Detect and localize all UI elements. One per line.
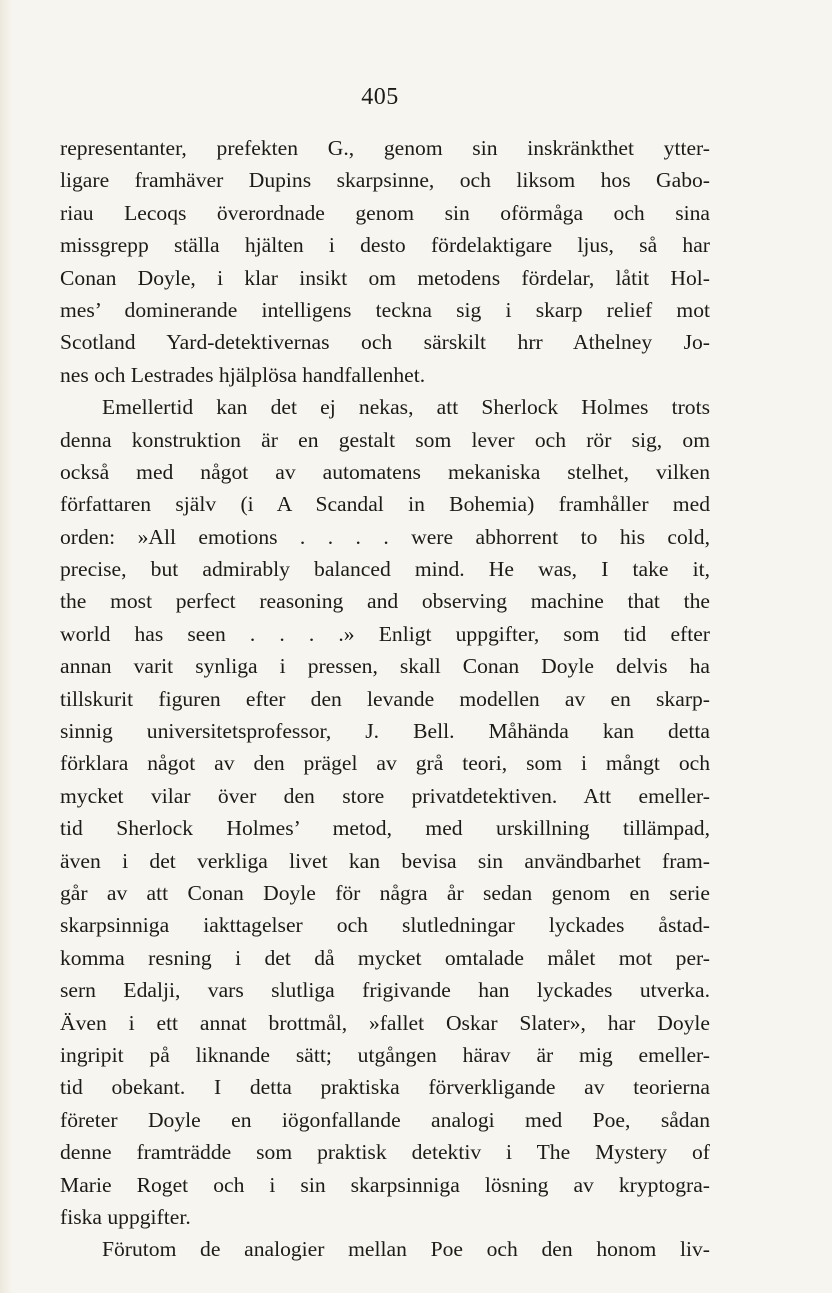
text-line: ingripit på liknande sätt; utgången härav är mig emeller- bbox=[60, 1042, 710, 1067]
text-line: tid Sherlock Holmes’ metod, med urskillning tillämpad, bbox=[60, 816, 710, 841]
text-line: nes och Lestrades hjälplösa handfallenhet. bbox=[60, 362, 426, 387]
text-line: författaren själv (i A Scandal in Bohemia) framhåller med bbox=[60, 492, 710, 517]
text-line: också med något av automatens mekaniska stelhet, vilken bbox=[60, 459, 710, 484]
text-line: Även i ett annat brottmål, »fallet Oskar Slater», har Doyle bbox=[60, 1010, 710, 1035]
text-line: förklara något av den prägel av grå teori, som i mångt och bbox=[60, 751, 710, 776]
text-line: även i det verkliga livet kan bevisa sin användbarhet fram- bbox=[60, 848, 710, 873]
text-line: skarpsinniga iakttagelser och slutledningar lyckades åstad- bbox=[60, 913, 710, 938]
text-line: tid obekant. I detta praktiska förverkligande av teorierna bbox=[60, 1075, 710, 1100]
text-line: riau Lecoqs överordnade genom sin oförmåga och sina bbox=[60, 200, 710, 225]
text-line: går av att Conan Doyle för några år sedan genom en serie bbox=[60, 880, 710, 905]
text-line: ligare framhäver Dupins skarpsinne, och liksom hos Gabo- bbox=[60, 168, 710, 193]
page-number: 405 bbox=[361, 84, 399, 110]
text-line: representanter, prefekten G., genom sin inskränkthet ytter- bbox=[60, 136, 710, 160]
text-line: mes’ dominerande intelligens teckna sig i skarp relief mot bbox=[60, 297, 710, 322]
text-line: Emellertid kan det ej nekas, att Sherlock Holmes trots bbox=[102, 395, 710, 420]
text-line: precise, but admirably balanced mind. He was, I take it, bbox=[60, 557, 710, 582]
text-line: orden: »All emotions . . . . were abhorrent to his cold, bbox=[60, 524, 710, 549]
text-line: mycket vilar över den store privatdetektiven. Att emeller- bbox=[60, 783, 710, 808]
text-line: missgrepp ställa hjälten i desto fördelaktigare ljus, så har bbox=[60, 233, 710, 258]
text-line: företer Doyle en iögonfallande analogi med Poe, sådan bbox=[60, 1107, 710, 1132]
page-edge bbox=[0, 0, 12, 1293]
text-line: Förutom de analogier mellan Poe och den honom liv- bbox=[102, 1237, 710, 1262]
text-line: fiska uppgifter. bbox=[60, 1204, 191, 1229]
text-line: the most perfect reasoning and observing machine that the bbox=[60, 589, 710, 614]
text-line: world has seen . . . .» Enligt uppgifter, som tid efter bbox=[60, 621, 710, 646]
text-line: denne framträdde som praktisk detektiv i The Mystery of bbox=[60, 1140, 710, 1165]
text-line: annan varit synliga i pressen, skall Conan Doyle delvis ha bbox=[60, 654, 710, 679]
text-line: tillskurit figuren efter den levande modellen av en skarp- bbox=[60, 686, 710, 711]
text-line: Marie Roget och i sin skarpsinniga lösning av kryptogra- bbox=[60, 1172, 710, 1197]
text-line: komma resning i det då mycket omtalade målet mot per- bbox=[60, 945, 710, 970]
text-line: Conan Doyle, i klar insikt om metodens fördelar, låtit Hol- bbox=[60, 265, 710, 290]
text-line: sern Edalji, vars slutliga frigivande han lyckades utverka. bbox=[60, 978, 710, 1003]
body-text bbox=[60, 132, 710, 1266]
text-line: Scotland Yard-detektivernas och särskilt hrr Athelney Jo- bbox=[60, 330, 710, 355]
text-line: sinnig universitetsprofessor, J. Bell. Måhända kan detta bbox=[60, 719, 710, 744]
text-line: denna konstruktion är en gestalt som lever och rör sig, om bbox=[60, 427, 710, 452]
